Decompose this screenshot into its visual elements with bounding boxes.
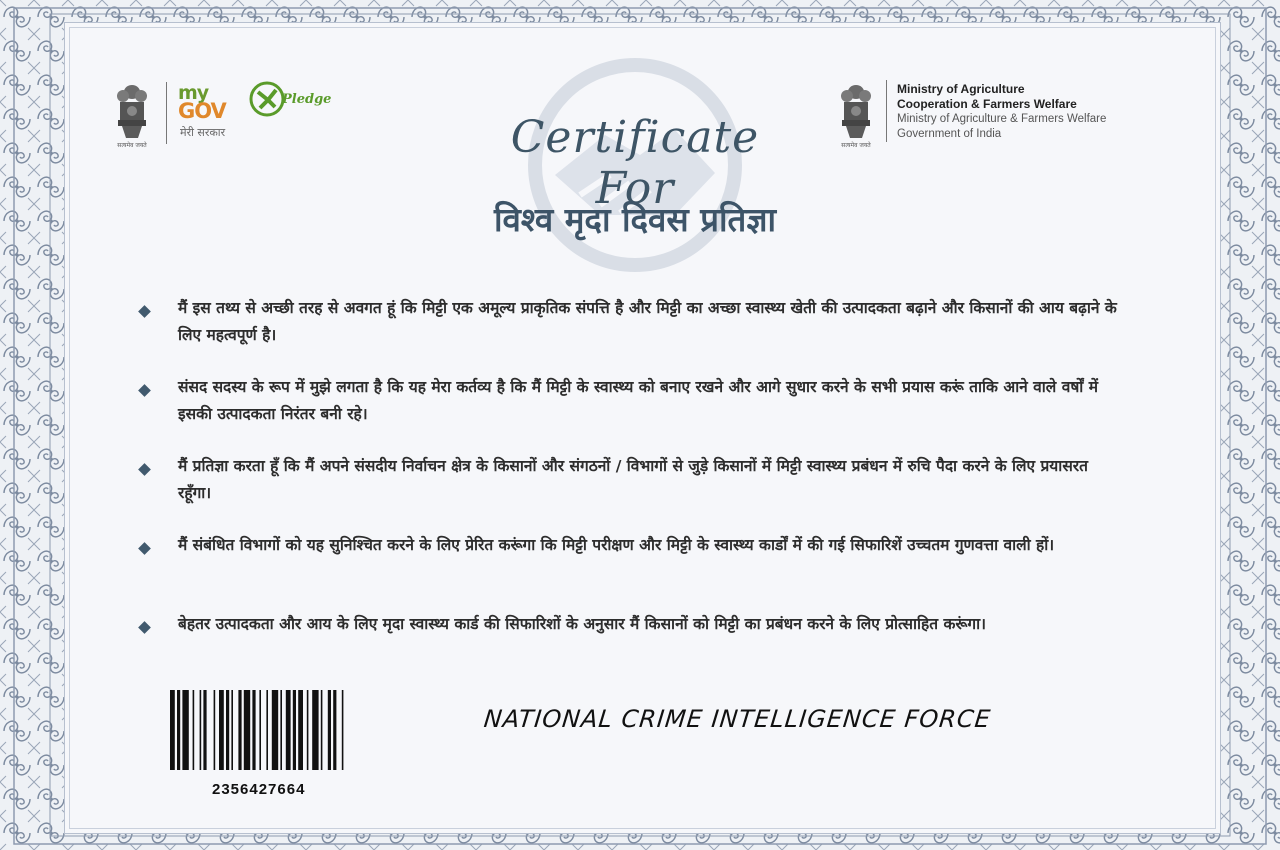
ministry-name-line1: Ministry of Agriculture	[897, 82, 1025, 96]
ministry-name-line4: Government of India	[897, 128, 1002, 140]
pledge-logo-icon	[248, 80, 286, 118]
emblem-caption-left: सत्यमेव जयते	[117, 142, 147, 149]
pledge-text: मैं प्रतिज्ञा करता हूँ कि मैं अपने संसदीय निर्वाचन क्षेत्र के किसानों और संगठनों / विभागों से जुड़े किसानों में मिट्टी स्वास्थ्य प्रबंधन में रुचि पैदा करने के लिए प्रयासरत रहूँगा।	[178, 457, 1088, 502]
mygov-logo-tagline: मेरी सरकार	[180, 126, 226, 139]
ministry-name-line2: Cooperation & Farmers Welfare	[897, 97, 1077, 111]
pledge-text: बेहतर उत्पादकता और आय के लिए मृदा स्वास्थ्य कार्ड की सिफारिशों के अनुसार मैं किसानों को मिट्टी का प्रबंधन करने के लिए प्रोत्साहित करूंगा।	[178, 615, 987, 633]
pledge-logo-label: Pledge	[282, 92, 332, 107]
ministry-block	[897, 82, 1106, 142]
certificate-title: Certificate For	[510, 112, 760, 214]
pledge-text: मैं इस तथ्य से अच्छी तरह से अवगत हूं कि मिट्टी एक अमूल्य प्राकृतिक संपत्ति है और मिट्टी का अच्छा स्वास्थ्य खेती की उत्पादकता बढ़ाने और किसानों की आय बढ़ाने के लिए महत्वपूर्ण है।	[178, 299, 1117, 344]
header-divider-left	[166, 82, 167, 144]
ministry-name-line3: Ministry of Agriculture & Farmers Welfare	[897, 113, 1107, 125]
ministry-emblem-icon	[836, 80, 876, 144]
emblem-caption-right: सत्यमेव जयते	[841, 142, 871, 149]
mygov-logo-my: my	[178, 82, 209, 104]
signature-text: NATIONAL CRIME INTELLIGENCE FORCE	[482, 705, 993, 733]
certificate-subtitle: विश्व मृदा दिवस प्रतिज्ञा	[493, 200, 777, 239]
pledge-text: मैं संबंधित विभागों को यह सुनिश्चित करने के लिए प्रेरित करूंगा कि मिट्टी परीक्षण और मिट्टी के स्वास्थ्य कार्डों में की गई सिफारिशें उच्चतम गुणवत्ता वाली हों।	[178, 536, 1055, 554]
barcode-icon	[168, 690, 446, 770]
mygov-logo-gov: GOV	[178, 99, 226, 123]
header-divider-right	[886, 80, 887, 142]
pledge-text: संसद सदस्य के रूप में मुझे लगता है कि यह मेरा कर्तव्य है कि मैं मिट्टी के स्वास्थ्य को बनाए रखने और आगे सुधार करने के सभी प्रयास करूं ताकि आने वाले वर्षों में इसकी उत्पादकता निरंतर बनी रहे।	[178, 378, 1098, 423]
national-emblem-icon	[112, 80, 152, 144]
barcode-number: 2356427664	[212, 781, 306, 798]
